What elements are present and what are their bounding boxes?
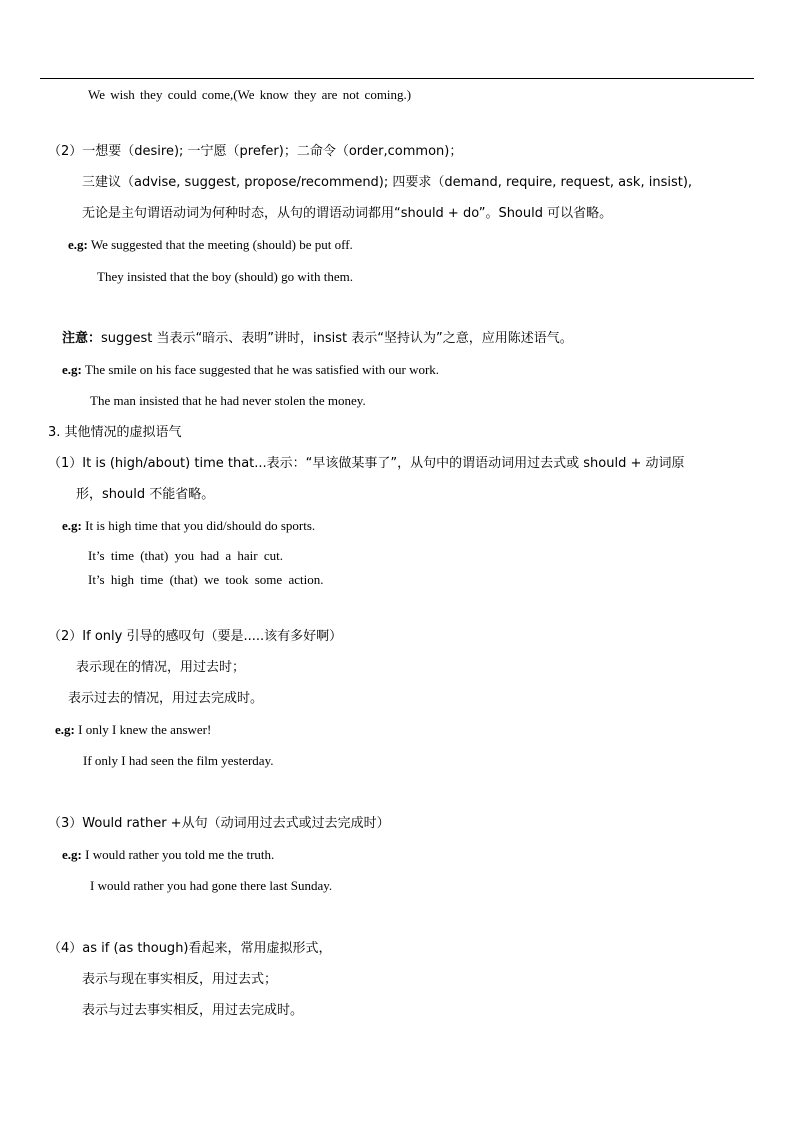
example-text: We suggested that the meeting (should) be put off. — [87, 237, 353, 252]
eg-label: e.g: — [62, 362, 82, 377]
example-line-knew-answer — [55, 721, 211, 739]
example-line-high-time — [62, 517, 315, 535]
example-line-told-truth — [62, 846, 274, 864]
note-label: 注意： — [62, 331, 102, 346]
text-line-if-only: （2）If only 引导的感叹句（要是.....该有多好啊） — [48, 629, 343, 644]
eg-label: e.g: — [55, 722, 75, 737]
example-text: I only I knew the answer! — [74, 722, 212, 737]
text-line-should-rule: 无论是主句谓语动词为何种时态，从句的谓语动词都用“should + do”。Should 可以省略。 — [82, 206, 613, 221]
text-line-past-fact: 表示与过去事实相反，用过去完成时。 — [82, 1003, 304, 1018]
text-line-it-is-time: （1）It is (high/about) time that...表示：“早该做某事了”，从句中的谓语动词用过去式或 should + 动词原 — [48, 456, 685, 471]
example-text: I would rather you told me the truth. — [81, 847, 275, 862]
note-line — [62, 330, 573, 348]
eg-label: e.g: — [62, 847, 82, 862]
text-line-present-fact: 表示与现在事实相反，用过去式； — [82, 972, 278, 987]
example-line-gone-there: I would rather you had gone there last Sunday. — [90, 878, 333, 893]
example-line-insisted: They insisted that the boy (should) go with them. — [97, 269, 353, 284]
example-line-suggested — [68, 236, 353, 254]
example-line-hair-cut: It’s time (that) you had a hair cut. — [88, 548, 284, 563]
example-line-took-action: It’s high time (that) we took some action. — [88, 572, 324, 587]
header-rule — [40, 78, 754, 79]
section-heading-3: 3. 其他情况的虚拟语气 — [48, 425, 182, 440]
text-line-as-if: （4）as if (as though)看起来，常用虚拟形式， — [48, 941, 332, 956]
example-line-stolen: The man insisted that he had never stolen the money. — [90, 393, 366, 408]
text-line-suggest-verbs: 三建议（advise, suggest, propose/recommend); 四要求（demand, require, request, ask, insist), — [82, 175, 693, 190]
example-line-smile — [62, 361, 439, 379]
example-line-seen-film: If only I had seen the film yesterday. — [83, 753, 274, 768]
text-line-present-situation: 表示现在的情况，用过去时； — [76, 660, 246, 675]
eg-label: e.g: — [62, 518, 82, 533]
note-text: suggest 当表示“暗示、表明”讲时，insist 表示“坚持认为”之意，应用陈述语气。 — [101, 331, 573, 346]
text-line-wish-example: We wish they could come,(We know they are not coming.) — [88, 87, 412, 102]
text-line-point-2: （2）一想要（desire); 一宁愿（prefer)；二命令（order,common)； — [48, 144, 463, 159]
text-line-should-cannot-omit: 形，should 不能省略。 — [76, 487, 215, 502]
example-text: It is high time that you did/should do sports. — [81, 518, 316, 533]
eg-label: e.g: — [68, 237, 88, 252]
text-line-past-situation: 表示过去的情况，用过去完成时。 — [68, 691, 264, 706]
example-text: The smile on his face suggested that he was satisfied with our work. — [81, 362, 440, 377]
text-line-would-rather: （3）Would rather +从句（动词用过去式或过去完成时） — [48, 816, 390, 831]
